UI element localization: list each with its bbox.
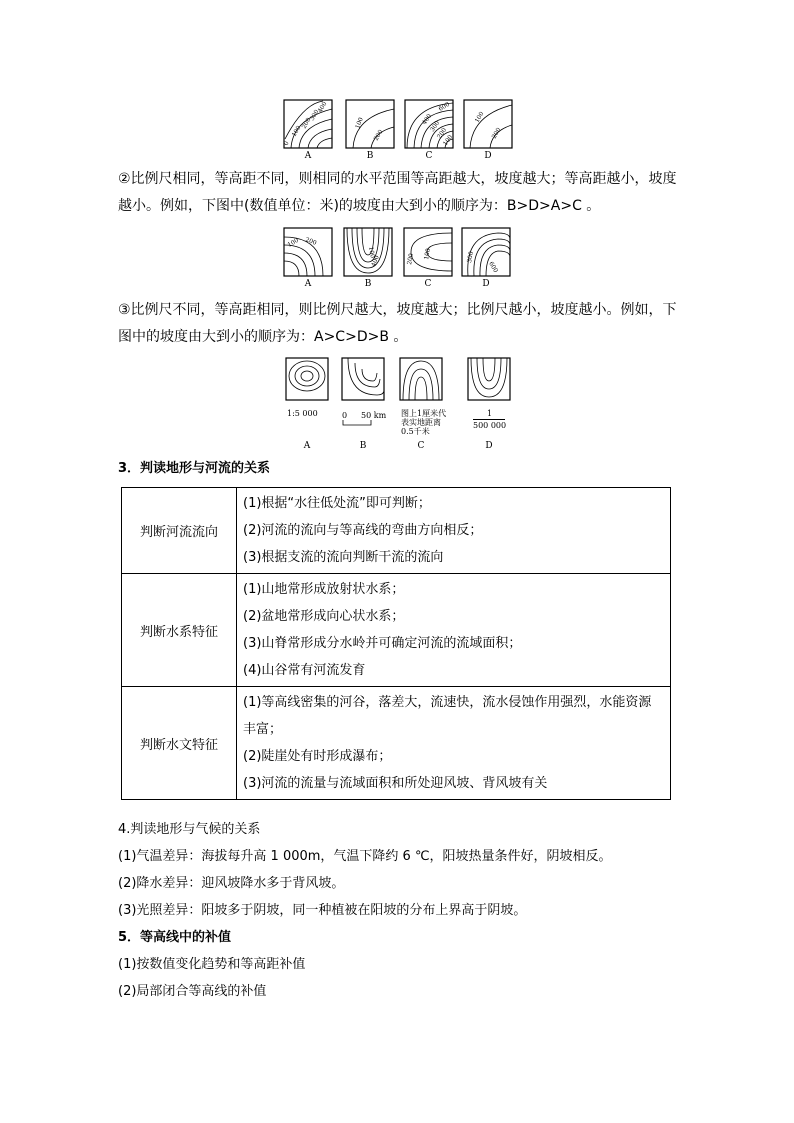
fig2-d-contour-0: 300 (466, 250, 475, 264)
fig2-a-contour-1: 200 (304, 236, 318, 247)
fig1-a-contour-1: 100 (290, 124, 303, 138)
section-5-line-1: (1)按数值变化趋势和等高距补值 (118, 957, 306, 972)
section-5-heading: 5．等高线中的补值 (118, 930, 232, 945)
fig2-b-contour-0: 100 (367, 246, 376, 259)
fig2-c-contour-0: 100 (423, 247, 432, 261)
section-5-line-2: (2)局部闭合等高线的补值 (118, 984, 267, 999)
fig1-d-contour-0: 100 (473, 110, 486, 124)
row-value-river-direction (237, 488, 671, 574)
figure-2 (283, 227, 513, 289)
fig1-c-contour-0: 400 (420, 112, 434, 127)
fig1-label-d: D (484, 151, 492, 161)
row-key-river-direction: 判断河流流向 (122, 488, 237, 574)
fig1-label-b: B (366, 151, 374, 161)
fig1-map-b (346, 100, 394, 148)
fig2-b-contour-1: 400 (370, 254, 381, 268)
fig1-a-contour-3: 300 (308, 108, 321, 122)
fig3-label-a: A (303, 441, 311, 451)
section-4-heading: 4.判读地形与气候的关系 (118, 822, 261, 837)
list-item: (3)根据支流的流向判断干流的流向 (243, 550, 444, 565)
fig3-scale-a: 1:5 000 (287, 409, 318, 418)
fig3-map-a (286, 358, 328, 400)
fig2-a-contour-0: 100 (286, 236, 300, 249)
fig1-label-a: A (304, 151, 312, 161)
section-4-line-3: (3)光照差异：阳坡多于阴坡，同一种植被在阳坡的分布上界高于阴坡。 (118, 903, 527, 918)
figure-3 (285, 357, 535, 457)
table-row (122, 488, 671, 574)
fig3-map-b (342, 358, 384, 400)
list-item: (1)等高线密集的河谷，落差大，流速快，流水侵蚀作用强烈，水能资源丰富； (243, 695, 652, 737)
fig3-scale-bar (342, 420, 372, 426)
fig3-map-c (400, 358, 442, 400)
fig1-c-contour-1: 300 (428, 119, 442, 134)
section-4-line-2: (2)降水差异：迎风坡降水多于背风坡。 (118, 876, 345, 891)
table-row (122, 687, 671, 800)
fig2-map-a (284, 228, 332, 276)
fig3-map-d (468, 358, 510, 400)
fig2-label-c: C (424, 279, 432, 289)
list-item: (2)盆地常形成向心状水系； (243, 609, 405, 624)
fig1-a-contour-0: 0 (283, 140, 291, 147)
fig3-scale-d-den: 500 000 (473, 421, 507, 430)
fig2-label-b: B (364, 279, 372, 289)
fig1-b-contour-1: 200 (372, 128, 385, 142)
fig3-label-b: B (359, 441, 367, 451)
paragraph-scale-different: ③比例尺不同，等高距相同，则比例尺越大，坡度越大；比例尺越小，坡度越小。例如，下图中的坡度由大到小的顺序为：A>C>D>B 。 (118, 302, 677, 345)
fig3-scale-c-line-3: 0.5千米 (401, 427, 430, 436)
fig3-scale-d-num: 1 (487, 409, 493, 418)
list-item: (2)河流的流向与等高线的弯曲方向相反； (243, 523, 483, 538)
list-item: (4)山谷常有河流发育 (243, 663, 366, 678)
section-3-heading: 3．判读地形与河流的关系 (118, 461, 271, 476)
table-row (122, 574, 671, 687)
row-key-water-system: 判断水系特征 (122, 574, 237, 687)
fig2-label-a: A (304, 279, 312, 289)
paragraph-scale-same: ②比例尺相同，等高距不同，则相同的水平范围等高距越大，坡度越大；等高距越小，坡度越小。例如，下图中(数值单位：米)的坡度由大到小的顺序为：B>D>A>C 。 (118, 171, 677, 214)
fig3-scale-c-line-2: 表实地距离 (401, 418, 441, 427)
list-item: (3)河流的流量与流域面积和所处迎风坡、背风坡有关 (243, 776, 548, 791)
row-value-hydrology (237, 687, 671, 800)
terrain-river-table (121, 487, 671, 800)
fig1-c-contour-4: 600 (437, 100, 451, 113)
section-4-line-1: (1)气温差异：海拔每升高 1 000m，气温下降约 6 ℃，阳坡热量条件好，阴坡相反。 (118, 849, 612, 864)
fig3-label-c: C (417, 441, 425, 451)
fig1-map-d (464, 100, 512, 148)
fig2-d-contour-1: 600 (487, 260, 500, 274)
list-item: (1)山地常形成放射状水系； (243, 582, 405, 597)
fig2-label-d: D (482, 279, 490, 289)
figure-1 (283, 99, 523, 161)
fig1-c-contour-3: 100 (441, 133, 455, 148)
list-item: (1)根据“水往低处流”即可判断； (243, 496, 431, 511)
fig1-a-contour-2: 200 (300, 116, 313, 130)
fig3-label-d: D (485, 441, 493, 451)
fig1-a-contour-4: 400 (316, 100, 329, 114)
fig3-scale-b-dist: 50 km (361, 411, 387, 420)
fig3-scale-c-line-1: 图上1厘米代 (401, 409, 447, 418)
row-key-hydrology: 判断水文特征 (122, 687, 237, 800)
fig3-scale-d-fraction-bar (473, 419, 505, 420)
fig1-d-contour-1: 200 (490, 126, 503, 140)
fig1-c-contour-2: 200 (435, 126, 449, 141)
fig2-c-contour-1: 200 (406, 252, 415, 266)
row-value-water-system (237, 574, 671, 687)
list-item: (2)陡崖处有时形成瀑布； (243, 749, 392, 764)
fig1-b-contour-0: 100 (354, 116, 365, 130)
fig1-label-c: C (425, 151, 433, 161)
fig3-scale-b-zero: 0 (342, 411, 348, 420)
list-item: (3)山脊常形成分水岭并可确定河流的流域面积； (243, 636, 522, 651)
